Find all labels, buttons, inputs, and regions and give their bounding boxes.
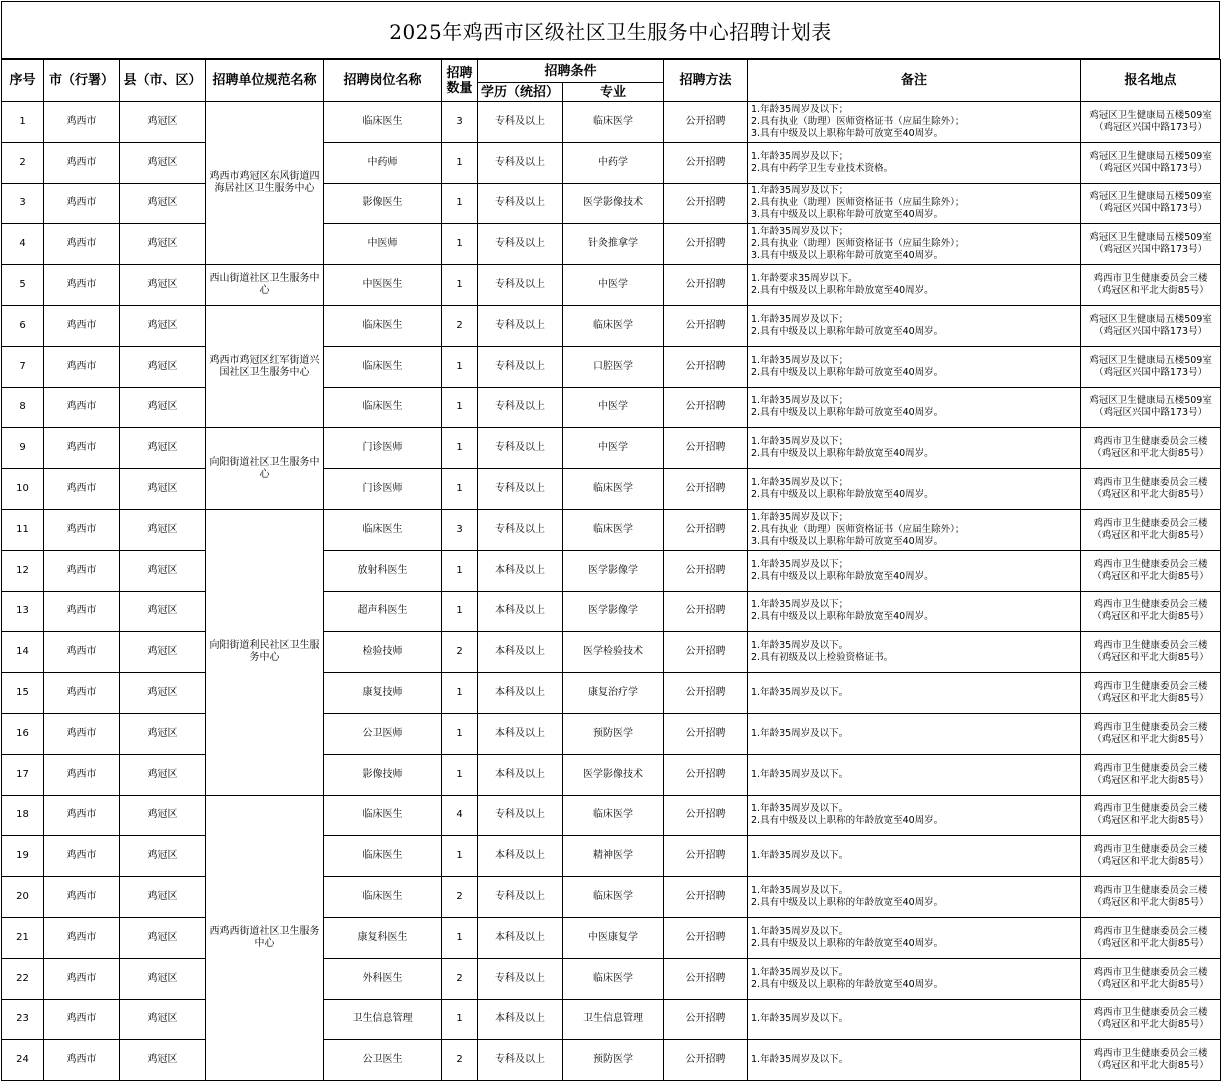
cell-location: 鸡冠区卫生健康局五楼509室 （鸡冠区兴国中路173号） (1081, 305, 1221, 346)
cell-position: 临床医生 (324, 836, 442, 877)
table-row (2, 305, 1221, 346)
cell-location: 鸡西市卫生健康委员会三楼 （鸡冠区和平北大街85号） (1081, 469, 1221, 510)
cell-county: 鸡冠区 (120, 673, 206, 714)
cell-major: 中药学 (563, 142, 664, 183)
cell-city: 鸡西市 (44, 673, 120, 714)
cell-location: 鸡西市卫生健康委员会三楼 （鸡冠区和平北大街85号） (1081, 917, 1221, 958)
cell-notes: 1.年龄35周岁及以下； 2.具有执业（助理）医师资格证书（应届生除外）； 3.具有中级及以上职称年龄可放宽至40周岁。 (748, 224, 1081, 265)
cell-seq: 7 (2, 346, 44, 387)
cell-count: 1 (442, 387, 478, 428)
cell-city: 鸡西市 (44, 632, 120, 673)
cell-county: 鸡冠区 (120, 183, 206, 224)
cell-seq: 21 (2, 917, 44, 958)
header-location: 报名地点 (1081, 60, 1221, 102)
cell-method: 公开招聘 (664, 265, 748, 306)
table-row (2, 999, 1221, 1040)
cell-count: 1 (442, 713, 478, 754)
cell-notes: 1.年龄要求35周岁以下。 2.具有中级及以上职称年龄放宽至40周岁。 (748, 265, 1081, 306)
cell-city: 鸡西市 (44, 183, 120, 224)
cell-major: 中医康复学 (563, 917, 664, 958)
cell-seq: 14 (2, 632, 44, 673)
cell-city: 鸡西市 (44, 387, 120, 428)
cell-position: 康复科医生 (324, 917, 442, 958)
cell-county: 鸡冠区 (120, 1040, 206, 1081)
cell-notes: 1.年龄35周岁及以下； 2.具有中级及以上职称年龄放宽至40周岁。 (748, 591, 1081, 632)
cell-major: 医学影像技术 (563, 183, 664, 224)
cell-position: 中医师 (324, 224, 442, 265)
cell-major: 医学检验技术 (563, 632, 664, 673)
cell-seq: 2 (2, 142, 44, 183)
cell-major: 临床医学 (563, 305, 664, 346)
cell-notes: 1.年龄35周岁及以下； 2.具有中级及以上职称年龄可放宽至40周岁。 (748, 346, 1081, 387)
cell-method: 公开招聘 (664, 795, 748, 836)
cell-county: 鸡冠区 (120, 469, 206, 510)
cell-city: 鸡西市 (44, 102, 120, 143)
table-row (2, 224, 1221, 265)
cell-seq: 16 (2, 713, 44, 754)
cell-count: 1 (442, 836, 478, 877)
cell-location: 鸡西市卫生健康委员会三楼 （鸡冠区和平北大街85号） (1081, 877, 1221, 918)
cell-count: 2 (442, 1040, 478, 1081)
cell-notes: 1.年龄35周岁及以下。 (748, 754, 1081, 795)
cell-major: 临床医学 (563, 509, 664, 550)
cell-major: 医学影像学 (563, 550, 664, 591)
cell-count: 1 (442, 999, 478, 1040)
cell-unit: 向阳街道社区卫生服务中心 (206, 428, 324, 510)
cell-count: 2 (442, 305, 478, 346)
cell-seq: 12 (2, 550, 44, 591)
cell-education: 本科及以上 (478, 550, 563, 591)
cell-city: 鸡西市 (44, 1040, 120, 1081)
cell-education: 专科及以上 (478, 224, 563, 265)
cell-count: 1 (442, 142, 478, 183)
cell-county: 鸡冠区 (120, 102, 206, 143)
table-row (2, 387, 1221, 428)
recruitment-table (1, 59, 1221, 1081)
cell-location: 鸡西市卫生健康委员会三楼 （鸡冠区和平北大街85号） (1081, 673, 1221, 714)
cell-count: 1 (442, 265, 478, 306)
cell-count: 1 (442, 224, 478, 265)
cell-location: 鸡冠区卫生健康局五楼509室 （鸡冠区兴国中路173号） (1081, 387, 1221, 428)
table-row (2, 142, 1221, 183)
cell-location: 鸡冠区卫生健康局五楼509室 （鸡冠区兴国中路173号） (1081, 224, 1221, 265)
cell-notes: 1.年龄35周岁及以下。 2.具有中级及以上职称的年龄放宽至40周岁。 (748, 917, 1081, 958)
table-row (2, 673, 1221, 714)
table-row (2, 1040, 1221, 1081)
cell-notes: 1.年龄35周岁及以下。 (748, 999, 1081, 1040)
cell-city: 鸡西市 (44, 550, 120, 591)
cell-education: 专科及以上 (478, 265, 563, 306)
cell-education: 专科及以上 (478, 509, 563, 550)
cell-position: 临床医生 (324, 346, 442, 387)
table-row (2, 428, 1221, 469)
cell-notes: 1.年龄35周岁及以下； 2.具有中级及以上职称年龄可放宽至40周岁。 (748, 387, 1081, 428)
table-row (2, 795, 1221, 836)
cell-major: 临床医学 (563, 469, 664, 510)
cell-position: 临床医生 (324, 305, 442, 346)
cell-major: 预防医学 (563, 1040, 664, 1081)
cell-seq: 8 (2, 387, 44, 428)
cell-location: 鸡冠区卫生健康局五楼509室 （鸡冠区兴国中路173号） (1081, 346, 1221, 387)
cell-position: 检验技师 (324, 632, 442, 673)
cell-location: 鸡西市卫生健康委员会三楼 （鸡冠区和平北大街85号） (1081, 754, 1221, 795)
cell-county: 鸡冠区 (120, 550, 206, 591)
cell-method: 公开招聘 (664, 836, 748, 877)
cell-location: 鸡冠区卫生健康局五楼509室 （鸡冠区兴国中路173号） (1081, 183, 1221, 224)
cell-education: 专科及以上 (478, 183, 563, 224)
cell-location: 鸡冠区卫生健康局五楼509室 （鸡冠区兴国中路173号） (1081, 142, 1221, 183)
cell-count: 1 (442, 183, 478, 224)
cell-position: 临床医生 (324, 877, 442, 918)
cell-count: 1 (442, 428, 478, 469)
cell-notes: 1.年龄35周岁及以下。 2.具有中级及以上职称的年龄放宽至40周岁。 (748, 877, 1081, 918)
table-row (2, 877, 1221, 918)
cell-seq: 11 (2, 509, 44, 550)
cell-county: 鸡冠区 (120, 346, 206, 387)
cell-count: 4 (442, 795, 478, 836)
cell-city: 鸡西市 (44, 346, 120, 387)
cell-seq: 22 (2, 958, 44, 999)
cell-count: 1 (442, 550, 478, 591)
cell-education: 本科及以上 (478, 673, 563, 714)
cell-seq: 19 (2, 836, 44, 877)
cell-count: 2 (442, 877, 478, 918)
header-major: 专业 (563, 83, 664, 102)
cell-method: 公开招聘 (664, 224, 748, 265)
cell-major: 中医学 (563, 428, 664, 469)
cell-position: 临床医生 (324, 102, 442, 143)
cell-location: 鸡冠区卫生健康局五楼509室 （鸡冠区兴国中路173号） (1081, 102, 1221, 143)
cell-major: 中医学 (563, 265, 664, 306)
cell-position: 中医医生 (324, 265, 442, 306)
cell-notes: 1.年龄35周岁及以下； 2.具有执业（助理）医师资格证书（应届生除外）； 3.具有中级及以上职称年龄可放宽至40周岁。 (748, 183, 1081, 224)
cell-major: 临床医学 (563, 102, 664, 143)
cell-city: 鸡西市 (44, 713, 120, 754)
cell-city: 鸡西市 (44, 958, 120, 999)
cell-education: 专科及以上 (478, 1040, 563, 1081)
header-conditions: 招聘条件 (478, 60, 664, 83)
cell-method: 公开招聘 (664, 387, 748, 428)
cell-position: 临床医生 (324, 509, 442, 550)
cell-major: 口腔医学 (563, 346, 664, 387)
cell-method: 公开招聘 (664, 917, 748, 958)
table-row (2, 265, 1221, 306)
cell-method: 公开招聘 (664, 102, 748, 143)
cell-position: 公卫医生 (324, 1040, 442, 1081)
cell-seq: 24 (2, 1040, 44, 1081)
cell-count: 1 (442, 673, 478, 714)
cell-notes: 1.年龄35周岁及以下。 2.具有初级及以上检验资格证书。 (748, 632, 1081, 673)
cell-unit: 西山街道社区卫生服务中心 (206, 265, 324, 306)
cell-position: 中药师 (324, 142, 442, 183)
cell-method: 公开招聘 (664, 877, 748, 918)
table-header (2, 60, 1221, 102)
cell-education: 专科及以上 (478, 877, 563, 918)
cell-major: 临床医学 (563, 877, 664, 918)
cell-position: 门诊医师 (324, 469, 442, 510)
cell-method: 公开招聘 (664, 142, 748, 183)
cell-city: 鸡西市 (44, 469, 120, 510)
cell-location: 鸡西市卫生健康委员会三楼 （鸡冠区和平北大街85号） (1081, 428, 1221, 469)
cell-education: 专科及以上 (478, 305, 563, 346)
cell-method: 公开招聘 (664, 550, 748, 591)
cell-method: 公开招聘 (664, 632, 748, 673)
cell-count: 2 (442, 958, 478, 999)
cell-count: 1 (442, 917, 478, 958)
cell-education: 本科及以上 (478, 836, 563, 877)
table-row (2, 958, 1221, 999)
cell-city: 鸡西市 (44, 795, 120, 836)
cell-position: 影像技师 (324, 754, 442, 795)
cell-major: 针灸推拿学 (563, 224, 664, 265)
header-seq: 序号 (2, 60, 44, 102)
cell-city: 鸡西市 (44, 917, 120, 958)
cell-seq: 5 (2, 265, 44, 306)
cell-city: 鸡西市 (44, 142, 120, 183)
cell-county: 鸡冠区 (120, 632, 206, 673)
cell-education: 本科及以上 (478, 999, 563, 1040)
cell-location: 鸡西市卫生健康委员会三楼 （鸡冠区和平北大街85号） (1081, 550, 1221, 591)
cell-county: 鸡冠区 (120, 305, 206, 346)
header-position: 招聘岗位名称 (324, 60, 442, 102)
cell-seq: 3 (2, 183, 44, 224)
cell-major: 临床医学 (563, 958, 664, 999)
cell-major: 卫生信息管理 (563, 999, 664, 1040)
cell-notes: 1.年龄35周岁及以下； 2.具有中级及以上职称年龄放宽至40周岁。 (748, 469, 1081, 510)
cell-city: 鸡西市 (44, 428, 120, 469)
cell-county: 鸡冠区 (120, 428, 206, 469)
cell-seq: 6 (2, 305, 44, 346)
cell-location: 鸡西市卫生健康委员会三楼 （鸡冠区和平北大街85号） (1081, 836, 1221, 877)
table-row (2, 917, 1221, 958)
cell-position: 超声科医生 (324, 591, 442, 632)
cell-unit: 鸡西市鸡冠区红军街道兴国社区卫生服务中心 (206, 305, 324, 427)
cell-position: 公卫医师 (324, 713, 442, 754)
cell-count: 3 (442, 509, 478, 550)
cell-unit: 向阳街道利民社区卫生服务中心 (206, 509, 324, 795)
cell-education: 本科及以上 (478, 632, 563, 673)
cell-county: 鸡冠区 (120, 795, 206, 836)
cell-notes: 1.年龄35周岁及以下。 2.具有中级及以上职称的年龄放宽至40周岁。 (748, 958, 1081, 999)
cell-location: 鸡西市卫生健康委员会三楼 （鸡冠区和平北大街85号） (1081, 795, 1221, 836)
cell-city: 鸡西市 (44, 591, 120, 632)
table-row (2, 713, 1221, 754)
cell-major: 临床医学 (563, 795, 664, 836)
cell-county: 鸡冠区 (120, 142, 206, 183)
cell-notes: 1.年龄35周岁及以下； 2.具有中药学卫生专业技术资格。 (748, 142, 1081, 183)
cell-location: 鸡西市卫生健康委员会三楼 （鸡冠区和平北大街85号） (1081, 1040, 1221, 1081)
cell-education: 专科及以上 (478, 346, 563, 387)
cell-notes: 1.年龄35周岁及以下。 (748, 836, 1081, 877)
cell-position: 临床医生 (324, 795, 442, 836)
cell-method: 公开招聘 (664, 346, 748, 387)
header-method: 招聘方法 (664, 60, 748, 102)
cell-major: 精神医学 (563, 836, 664, 877)
header-count: 招聘数量 (442, 60, 478, 102)
cell-city: 鸡西市 (44, 509, 120, 550)
cell-position: 影像医生 (324, 183, 442, 224)
header-county: 县（市、区） (120, 60, 206, 102)
cell-seq: 10 (2, 469, 44, 510)
cell-county: 鸡冠区 (120, 713, 206, 754)
cell-city: 鸡西市 (44, 754, 120, 795)
cell-method: 公开招聘 (664, 958, 748, 999)
cell-notes: 1.年龄35周岁及以下； 2.具有中级及以上职称年龄放宽至40周岁。 (748, 428, 1081, 469)
cell-seq: 23 (2, 999, 44, 1040)
cell-count: 2 (442, 632, 478, 673)
cell-method: 公开招聘 (664, 713, 748, 754)
cell-unit: 鸡西市鸡冠区东风街道四海居社区卫生服务中心 (206, 102, 324, 265)
cell-count: 1 (442, 346, 478, 387)
cell-notes: 1.年龄35周岁及以下。 (748, 1040, 1081, 1081)
cell-seq: 17 (2, 754, 44, 795)
cell-position: 卫生信息管理 (324, 999, 442, 1040)
cell-seq: 9 (2, 428, 44, 469)
cell-seq: 20 (2, 877, 44, 918)
cell-method: 公开招聘 (664, 591, 748, 632)
header-education: 学历（统招） (478, 83, 563, 102)
cell-location: 鸡西市卫生健康委员会三楼 （鸡冠区和平北大街85号） (1081, 509, 1221, 550)
cell-position: 门诊医师 (324, 428, 442, 469)
cell-method: 公开招聘 (664, 1040, 748, 1081)
cell-county: 鸡冠区 (120, 509, 206, 550)
cell-education: 专科及以上 (478, 428, 563, 469)
sheet-title: 2025年鸡西市区级社区卫生服务中心招聘计划表 (1, 1, 1220, 59)
cell-county: 鸡冠区 (120, 265, 206, 306)
cell-county: 鸡冠区 (120, 224, 206, 265)
table-row (2, 591, 1221, 632)
cell-major: 康复治疗学 (563, 673, 664, 714)
cell-notes: 1.年龄35周岁及以下； 2.具有执业（助理）医师资格证书（应届生除外）； 3.具有中级及以上职称年龄可放宽至40周岁。 (748, 509, 1081, 550)
cell-seq: 15 (2, 673, 44, 714)
cell-county: 鸡冠区 (120, 999, 206, 1040)
table-row (2, 102, 1221, 143)
cell-major: 中医学 (563, 387, 664, 428)
cell-location: 鸡西市卫生健康委员会三楼 （鸡冠区和平北大街85号） (1081, 632, 1221, 673)
cell-seq: 18 (2, 795, 44, 836)
cell-education: 本科及以上 (478, 917, 563, 958)
cell-method: 公开招聘 (664, 673, 748, 714)
table-row (2, 509, 1221, 550)
cell-city: 鸡西市 (44, 305, 120, 346)
table-row (2, 183, 1221, 224)
cell-count: 1 (442, 754, 478, 795)
cell-method: 公开招聘 (664, 183, 748, 224)
cell-position: 放射科医生 (324, 550, 442, 591)
cell-method: 公开招聘 (664, 469, 748, 510)
table-body (2, 102, 1221, 1081)
table-row (2, 346, 1221, 387)
header-notes: 备注 (748, 60, 1081, 102)
cell-method: 公开招聘 (664, 999, 748, 1040)
cell-location: 鸡西市卫生健康委员会三楼 （鸡冠区和平北大街85号） (1081, 265, 1221, 306)
cell-education: 专科及以上 (478, 469, 563, 510)
cell-city: 鸡西市 (44, 224, 120, 265)
cell-notes: 1.年龄35周岁及以下。 (748, 673, 1081, 714)
cell-count: 3 (442, 102, 478, 143)
cell-method: 公开招聘 (664, 509, 748, 550)
table-row (2, 469, 1221, 510)
cell-major: 医学影像技术 (563, 754, 664, 795)
table-row (2, 550, 1221, 591)
cell-seq: 4 (2, 224, 44, 265)
cell-notes: 1.年龄35周岁及以下。 2.具有中级及以上职称的年龄放宽至40周岁。 (748, 795, 1081, 836)
cell-education: 专科及以上 (478, 795, 563, 836)
cell-method: 公开招聘 (664, 305, 748, 346)
cell-county: 鸡冠区 (120, 836, 206, 877)
cell-count: 1 (442, 591, 478, 632)
table-row (2, 754, 1221, 795)
cell-county: 鸡冠区 (120, 877, 206, 918)
cell-position: 外科医生 (324, 958, 442, 999)
cell-notes: 1.年龄35周岁及以下； 2.具有中级及以上职称年龄可放宽至40周岁。 (748, 305, 1081, 346)
cell-city: 鸡西市 (44, 999, 120, 1040)
cell-major: 医学影像学 (563, 591, 664, 632)
cell-count: 1 (442, 469, 478, 510)
cell-notes: 1.年龄35周岁及以下； 2.具有执业（助理）医师资格证书（应届生除外）； 3.具有中级及以上职称年龄可放宽至40周岁。 (748, 102, 1081, 143)
cell-education: 专科及以上 (478, 958, 563, 999)
cell-county: 鸡冠区 (120, 591, 206, 632)
table-row (2, 632, 1221, 673)
header-city: 市（行署） (44, 60, 120, 102)
table-row (2, 836, 1221, 877)
cell-notes: 1.年龄35周岁及以下。 (748, 713, 1081, 754)
cell-education: 专科及以上 (478, 102, 563, 143)
cell-seq: 1 (2, 102, 44, 143)
cell-education: 本科及以上 (478, 713, 563, 754)
cell-education: 专科及以上 (478, 142, 563, 183)
cell-county: 鸡冠区 (120, 917, 206, 958)
cell-unit: 西鸡西街道社区卫生服务中心 (206, 795, 324, 1081)
cell-education: 专科及以上 (478, 387, 563, 428)
cell-education: 本科及以上 (478, 591, 563, 632)
cell-notes: 1.年龄35周岁及以下； 2.具有中级及以上职称年龄放宽至40周岁。 (748, 550, 1081, 591)
cell-location: 鸡西市卫生健康委员会三楼 （鸡冠区和平北大街85号） (1081, 713, 1221, 754)
cell-position: 康复技师 (324, 673, 442, 714)
cell-city: 鸡西市 (44, 836, 120, 877)
cell-city: 鸡西市 (44, 265, 120, 306)
cell-location: 鸡西市卫生健康委员会三楼 （鸡冠区和平北大街85号） (1081, 958, 1221, 999)
cell-county: 鸡冠区 (120, 754, 206, 795)
cell-position: 临床医生 (324, 387, 442, 428)
cell-location: 鸡西市卫生健康委员会三楼 （鸡冠区和平北大街85号） (1081, 591, 1221, 632)
cell-county: 鸡冠区 (120, 387, 206, 428)
cell-location: 鸡西市卫生健康委员会三楼 （鸡冠区和平北大街85号） (1081, 999, 1221, 1040)
cell-county: 鸡冠区 (120, 958, 206, 999)
cell-method: 公开招聘 (664, 754, 748, 795)
cell-education: 本科及以上 (478, 754, 563, 795)
cell-city: 鸡西市 (44, 877, 120, 918)
header-unit: 招聘单位规范名称 (206, 60, 324, 102)
cell-seq: 13 (2, 591, 44, 632)
cell-method: 公开招聘 (664, 428, 748, 469)
cell-major: 预防医学 (563, 713, 664, 754)
